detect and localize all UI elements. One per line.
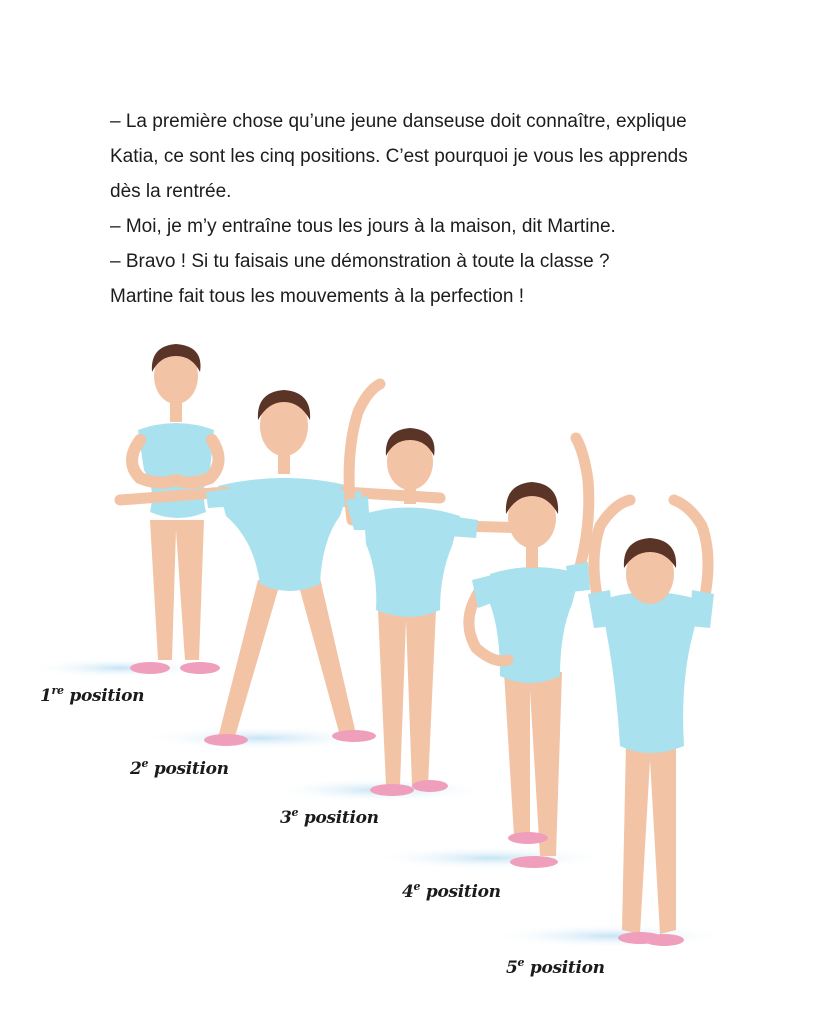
- text-line: dès la rentrée.: [110, 181, 232, 202]
- text-line: – La première chose qu’une jeune danseuse doit connaître, explique: [110, 111, 687, 132]
- text-line: Katia, ce sont les cinq positions. C’est pourquoi je vous les apprends: [110, 146, 688, 167]
- label-fourth-position: 4e position: [402, 880, 501, 902]
- floor-shadow: [490, 924, 730, 948]
- text-line: – Moi, je m’y entraîne tous les jours à la maison, dit Martine.: [110, 216, 616, 237]
- label-fifth-position: 5e position: [506, 956, 605, 978]
- text-line: – Bravo ! Si tu faisais une démonstration à toute la classe ?: [110, 251, 610, 272]
- label-third-position: 3e position: [280, 806, 379, 828]
- label-first-position: 1re position: [40, 684, 145, 706]
- label-second-position: 2e position: [130, 757, 229, 779]
- ballet-positions-illustration: [0, 330, 820, 1024]
- floor-shadow: [370, 846, 610, 870]
- dancer-fourth-position: [469, 438, 590, 868]
- text-line: Martine fait tous les mouvements à la perfection !: [110, 286, 524, 307]
- story-text: [110, 104, 750, 314]
- dancer-first-position: [130, 344, 220, 674]
- dancer-fifth-position: [588, 500, 714, 946]
